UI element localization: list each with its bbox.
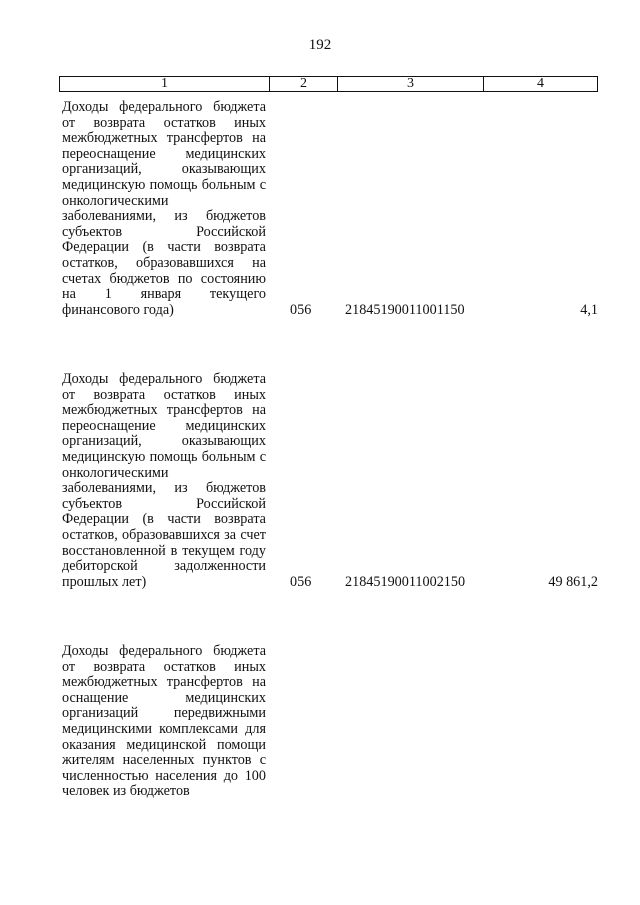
row-description: Доходы федерального бюджета от возврата остатков иных межбюджетных трансфертов на переоснащение медицинских организаций, оказывающих медицинскую помощь больным с онкологическими заболеваниями, из бюджетов субъектов Российской Федерации (в части возврата остатков, образовавшихся на счетах бюджетов по состоянию на 1 января текущего финансового года) (62, 99, 266, 318)
column-header-2: 2 (270, 77, 338, 91)
table-header (59, 76, 598, 92)
row-admin-code: 056 (290, 301, 312, 318)
table-row (62, 644, 598, 800)
table-row (62, 100, 598, 318)
row-kbk: 21845190011002150 (345, 573, 466, 590)
row-description: Доходы федерального бюджета от возврата остатков иных межбюджетных трансфертов на оснащение медицинских организаций передвижными медицинскими комплексами для оказания медицинской помощи жителям населенных пунктов с численностью населения до 100 человек из бюджетов (62, 643, 266, 800)
row-kbk: 21845190011001150 (345, 301, 465, 318)
column-header-4: 4 (537, 76, 544, 91)
page-number: 192 (308, 37, 332, 53)
column-header-1: 1 (60, 77, 270, 91)
table-row (62, 372, 598, 590)
row-admin-code: 056 (290, 573, 312, 590)
row-description: Доходы федерального бюджета от возврата остатков иных межбюджетных трансфертов на переоснащение медицинских организаций, оказывающих медицинскую помощь больным с онкологическими заболеваниями, из бюджетов субъектов Российской Федерации (в части возврата остатков, образовавшихся за счет восстановленной в текущем году дебиторской задолженности прошлых лет) (62, 371, 266, 590)
row-amount: 4,1 (580, 301, 598, 318)
row-amount: 49 861,2 (548, 573, 598, 590)
column-header-3: 3 (338, 77, 484, 91)
